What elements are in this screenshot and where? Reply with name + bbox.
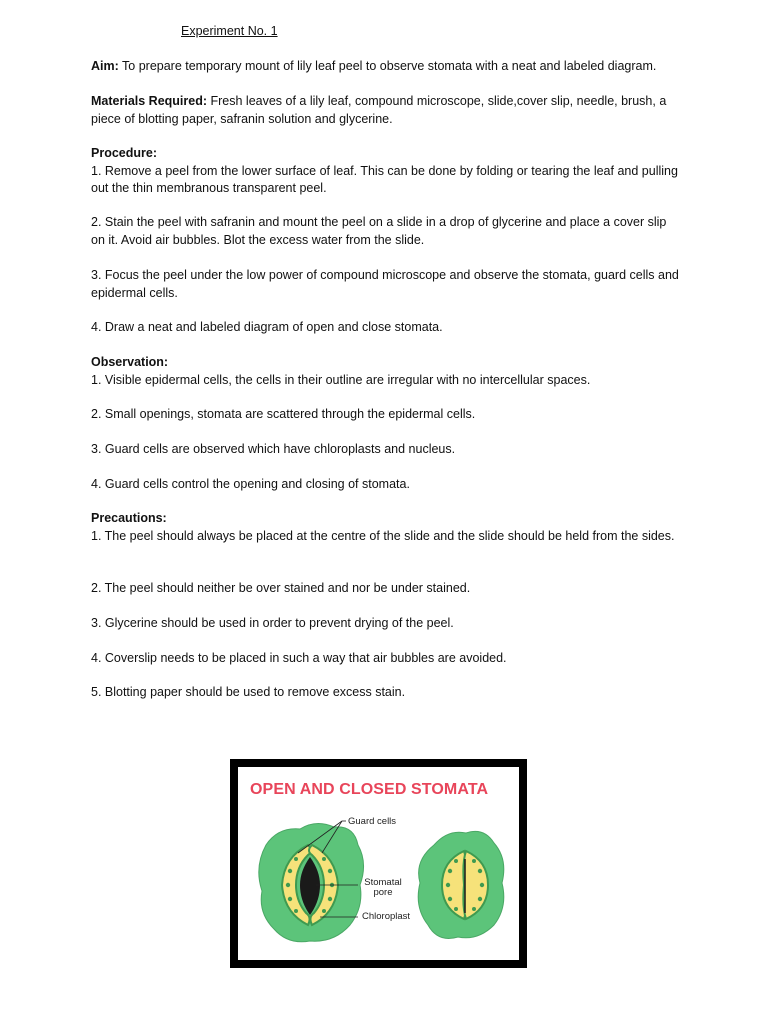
stomatal-pore-label-line1: Stomatal	[364, 877, 402, 888]
precaution-item-1-text: 1. The peel should always be placed at the centre of the slide and the slide should be held from the sides.	[91, 528, 675, 543]
observation-item-1-text: 1. Visible epidermal cells, the cells in their outline are irregular with no intercellular spaces.	[91, 372, 591, 387]
materials-paragraph	[91, 93, 683, 128]
chloroplast-label: Chloroplast	[362, 911, 411, 922]
experiment-title: Experiment No. 1	[181, 24, 278, 38]
precaution-item-5: 5. Blotting paper should be used to remove excess stain.	[91, 685, 406, 699]
aim-paragraph	[91, 58, 683, 76]
procedure-step-3: 3. Focus the peel under the low power of compound microscope and observe the stomata, guard cells and epidermal cells.	[91, 268, 679, 300]
precaution-item-4: 4. Coverslip needs to be placed in such a way that air bubbles are avoided.	[91, 651, 507, 665]
stomata-diagram	[238, 767, 519, 960]
precaution-item-2: 2. The peel should neither be over stained and nor be under stained.	[91, 581, 471, 595]
procedure-step-1	[91, 145, 683, 198]
figure-title: OPEN AND CLOSED STOMATA	[250, 781, 489, 798]
procedure-step-1-text: 1. Remove a peel from the lower surface of leaf. This can be done by folding or tearing the leaf and pulling out the thin membranous transparent peel.	[91, 163, 678, 195]
guard-cells-label: Guard cells	[348, 816, 397, 827]
observation-item-3: 3. Guard cells are observed which have chloroplasts and nucleus.	[91, 442, 456, 456]
aim-label: Aim:	[91, 59, 119, 73]
materials-text: Fresh leaves of a lily leaf, compound microscope, slide,cover slip, needle, brush, a piece of blotting paper, safranin solution and glycerine.	[91, 94, 667, 126]
procedure-step-4: 4. Draw a neat and labeled diagram of open and close stomata.	[91, 320, 443, 334]
stomata-figure-panel	[238, 767, 519, 960]
materials-label: Materials Required:	[91, 94, 208, 108]
precaution-item-3: 3. Glycerine should be used in order to prevent drying of the peel.	[91, 616, 454, 630]
observation-heading: Observation:	[91, 355, 169, 369]
observation-item-2: 2. Small openings, stomata are scattered through the epidermal cells.	[91, 407, 476, 421]
procedure-step-2: 2. Stain the peel with safranin and mount the peel on a slide in a drop of glycerine and place a cover slip on it. Avoid air bubbles. Blot the excess water from the slide.	[91, 215, 667, 247]
observation-item-4: 4. Guard cells control the opening and closing of stomata.	[91, 477, 410, 491]
stomatal-pore-label-line2: pore	[373, 887, 393, 898]
precaution-item-1	[91, 510, 683, 545]
procedure-heading: Procedure:	[91, 146, 157, 160]
observation-item-1	[91, 354, 683, 389]
aim-text: To prepare temporary mount of lily leaf peel to observe stomata with a neat and labeled diagram.	[118, 59, 657, 73]
stomatal-pore-label	[362, 878, 404, 898]
precautions-heading: Precautions:	[91, 511, 167, 525]
stomata-figure	[230, 759, 527, 968]
